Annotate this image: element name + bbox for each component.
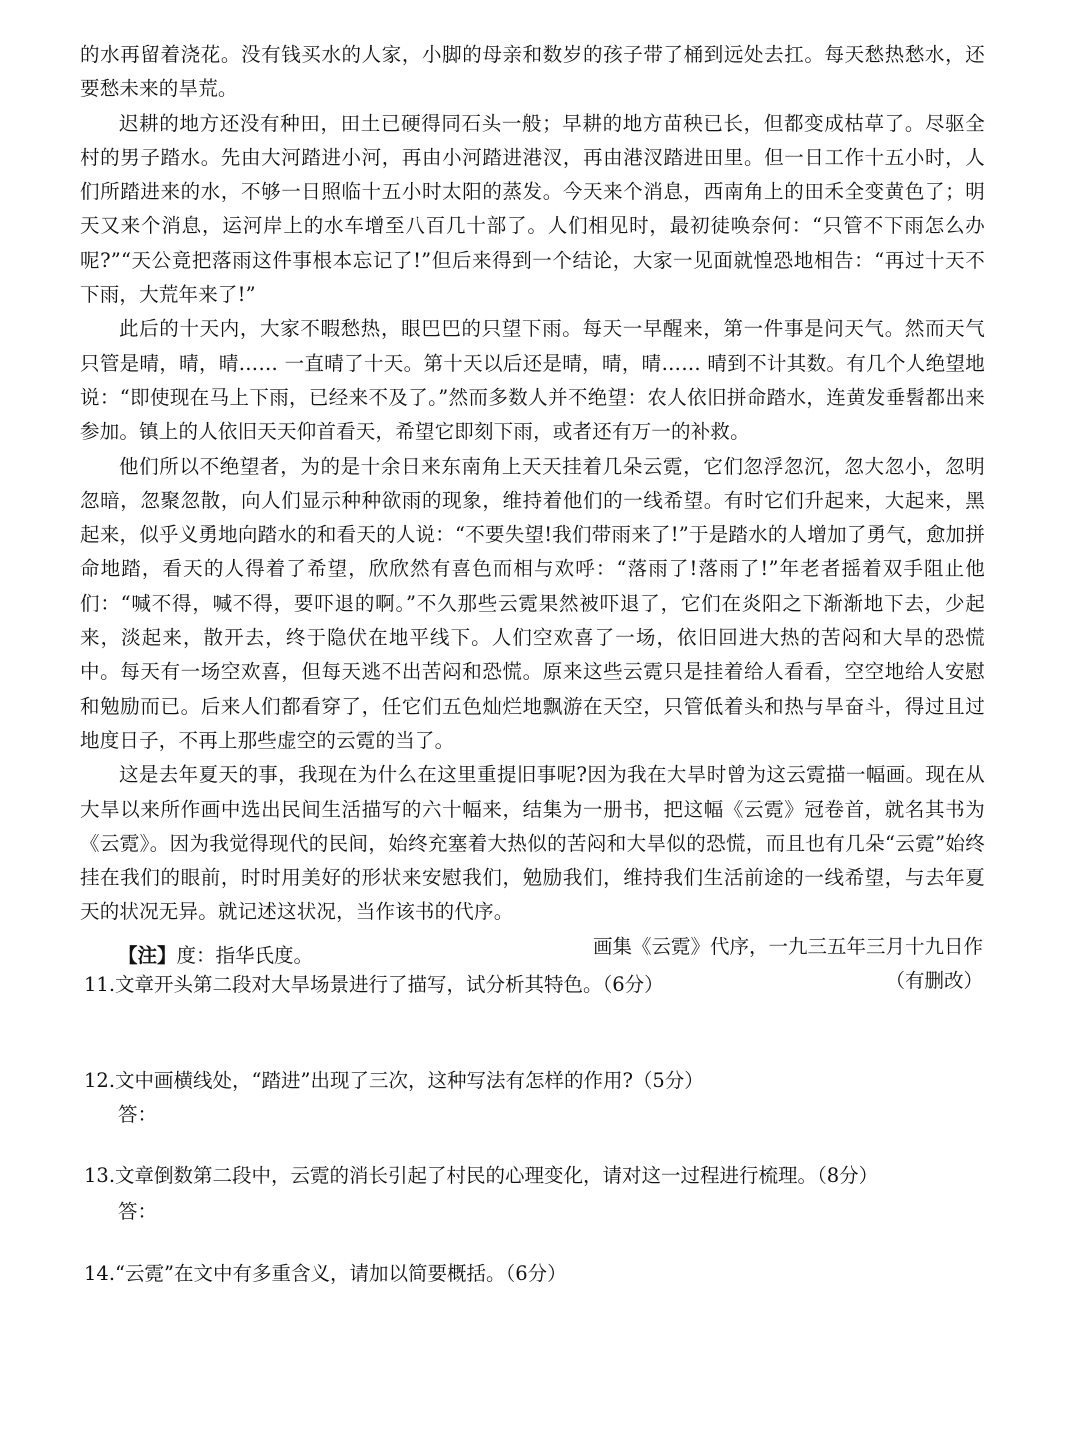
reading-passage bbox=[80, 38, 985, 998]
footnote-text: 度：指华氏度。 bbox=[176, 944, 314, 967]
question-12: 12.文中画横线处，“踏进”出现了三次，这种写法有怎样的作用?（5分） bbox=[84, 1069, 704, 1092]
question-12-answer-label: 答： bbox=[118, 1103, 158, 1126]
passage-paragraph-2: 迟耕的地方还没有种田，田土已硬得同石头一般；早耕的地方苗秧已长，但都变成枯草了。尽驱全村的男子踏水。先由大河踏进小河，再由小河踏进港汊，再由港汊踏进田里。但一日工作十五小时，人们所踏进来的水，不够一日照临十五小时太阳的蒸发。今天来个消息，西南角上的田禾全变黄色了；明天又来个消息，运河岸上的水车增至八百几十部了。人们相见时，最初徒唤奈何：“只管不下雨怎么办呢?”“天公竟把落雨这件事根本忘记了!”但后来得到一个结论，大家一见面就惶恐地相告：“再过十天不下雨，大荒年来了!” bbox=[80, 111, 985, 307]
passage-paragraph-1: 的水再留着浇花。没有钱买水的人家，小脚的母亲和数岁的孩子带了桶到远处去扛。每天愁热愁水，还要愁未来的旱荒。 bbox=[80, 43, 985, 101]
passage-paragraph-4: 他们所以不绝望者，为的是十余日来东南角上天天挂着几朵云霓，它们忽浮忽沉，忽大忽小，忽明忽暗，忽聚忽散，向人们显示种种欲雨的现象，维持着他们的一线希望。有时它们升起来，大起来，黑起来，似乎义勇地向踏水的和看天的人说：“不要失望!我们带雨来了!”于是踏水的人增加了勇气，愈加拼命地踏，看天的人得着了希望，欣欣然有喜色而相与欢呼：“落雨了!落雨了!”年老者摇着双手阻止他们：“喊不得，喊不得，要吓退的啊。”不久那些云霓果然被吓退了，它们在炎阳之下渐渐地下去，少起来，淡起来，散开去，终于隐伏在地平线下。人们空欢喜了一场，依旧回进大热的苦闷和大旱的恐慌中。每天有一场空欢喜，但每天逃不出苦闷和恐慌。原来这些云霓只是挂着给人看看，空空地给人安慰和勉励而已。后来人们都看穿了，任它们五色灿烂地飘游在天空，只管低着头和热与旱奋斗，得过且过地度日子，不再上那些虚空的云霓的当了。 bbox=[80, 454, 985, 752]
passage-signature: 画集《云霓》代序，一九三五年三月十九日作 bbox=[592, 934, 983, 958]
question-13: 13.文章倒数第二段中，云霓的消长引起了村民的心理变化，请对这一过程进行梳理。（8分） bbox=[84, 1164, 879, 1187]
question-13-answer-label: 答： bbox=[118, 1200, 158, 1223]
question-11: 11.文章开头第二段对大旱场景进行了描写，试分析其特色。（6分） bbox=[84, 973, 664, 996]
source-note: （有删改） bbox=[885, 968, 983, 992]
footnote-tag: 【注】 bbox=[118, 944, 177, 967]
passage-paragraph-5: 这是去年夏天的事，我现在为什么在这里重提旧事呢?因为我在大旱时曾为这云霓描一幅画。现在从大旱以来所作画中选出民间生活描写的六十幅来，结集为一册书，把这幅《云霓》冠卷首，就名其书为《云霓》。因为我觉得现代的民间，始终充塞着大热似的苦闷和大旱似的恐慌，而且也有几朵“云霓”始终挂在我们的眼前，时时用美好的形状来安慰我们，勉励我们，维持我们生活前途的一线希望，与去年夏天的状况无异。就记述这状况，当作该书的代序。 bbox=[80, 763, 985, 924]
passage-paragraph-3: 此后的十天内，大家不暇愁热，眼巴巴的只望下雨。每天一早醒来，第一件事是问天气。然而天气只管是晴，晴，晴…… 一直晴了十天。第十天以后还是晴，晴，晴…… 晴到不计其数。有几个人绝望地说：“即使现在马上下雨，已经来不及了。”然而多数人并不绝望：农人依旧拼命踏水，连黄发垂髫都出来参加。镇上的人依旧天天仰首看天，希望它即刻下雨，或者还有万一的补救。 bbox=[80, 317, 985, 444]
footnote bbox=[118, 941, 313, 971]
question-14: 14.“云霓”在文中有多重含义，请加以简要概括。（6分） bbox=[84, 1262, 567, 1285]
